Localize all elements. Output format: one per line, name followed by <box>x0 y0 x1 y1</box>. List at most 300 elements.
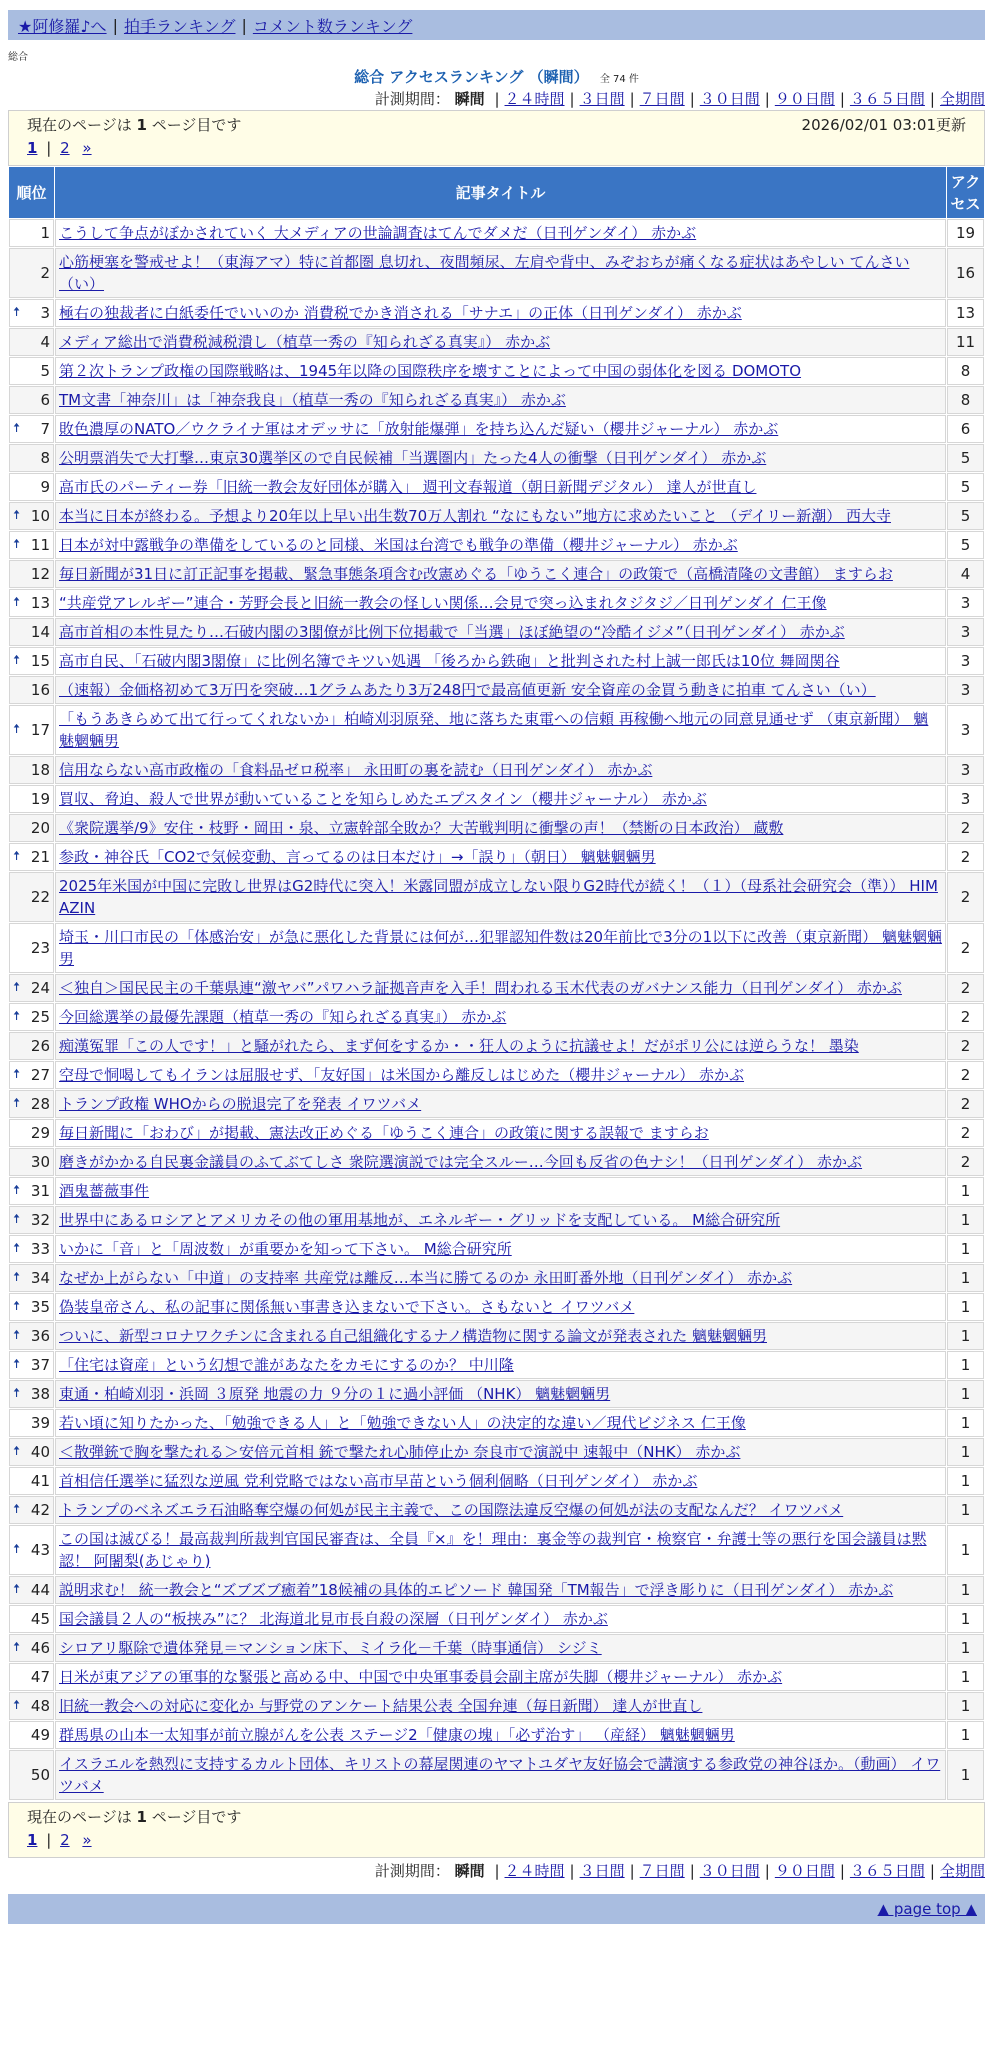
period-separator: | <box>839 1862 845 1880</box>
title-cell <box>55 589 946 617</box>
rank-cell <box>9 923 54 973</box>
article-link[interactable]: 空母で恫喝してもイランは屈服せず、「友好国」は米国から離反しはじめた（櫻井ジャーナル） 赤かぶ <box>59 1066 745 1084</box>
page-1-link[interactable]: 1 <box>27 139 38 157</box>
article-link[interactable]: ＜独自＞国民民主の千葉県連“激ヤバ”パワハラ証拠音声を入手！問われる玉木代表のガバナンス能力（日刊ゲンダイ） 赤かぶ <box>59 979 902 997</box>
rank-cell <box>9 1351 54 1379</box>
rank-header: 順位 <box>9 167 54 218</box>
rank-cell <box>9 444 54 472</box>
rank-cell <box>9 1525 54 1575</box>
table-row <box>9 872 984 922</box>
access-count: 1 <box>947 1692 984 1720</box>
page-1-link[interactable]: 1 <box>27 1831 38 1849</box>
rank-up-arrow-icon: 🠅 <box>13 1183 21 1198</box>
table-row <box>9 386 984 414</box>
ranking-table <box>8 166 985 1801</box>
rank-cell <box>9 974 54 1002</box>
table-row <box>9 676 984 704</box>
table-row <box>9 1032 984 1060</box>
access-count: 1 <box>947 1177 984 1205</box>
period-link[interactable]: ３日間 <box>579 1862 625 1880</box>
table-row <box>9 560 984 588</box>
table-row <box>9 1322 984 1350</box>
rank-cell <box>9 1409 54 1437</box>
article-link[interactable]: なぜか上がらない「中道」の支持率 共産党は離反…本当に勝てるのか 永田町番外地（日刊ゲンダイ） 赤かぶ <box>59 1269 793 1287</box>
access-count: 1 <box>947 1663 984 1691</box>
rank-number: 6 <box>40 391 50 409</box>
title-cell <box>55 1293 946 1321</box>
period-links <box>489 1862 985 1880</box>
rank-cell <box>9 1293 54 1321</box>
status-box-bottom <box>8 1802 985 1858</box>
table-row <box>9 647 984 675</box>
access-count: 2 <box>947 923 984 973</box>
access-count: 2 <box>947 814 984 842</box>
rank-cell <box>9 1206 54 1234</box>
updated-timestamp: 2026/02/01 03:01更新 <box>801 116 966 134</box>
article-link[interactable]: 今回総選挙の最優先課題（植草一秀の『知られざる真実』） 赤かぶ <box>59 1008 507 1026</box>
article-link[interactable]: 信用ならない高市政権の「食料品ゼロ税率」 永田町の裏を読む（日刊ゲンダイ） 赤かぶ <box>59 761 653 779</box>
access-count: 3 <box>947 756 984 784</box>
rank-up-arrow-icon: 🠅 <box>13 1096 21 1111</box>
period-link[interactable]: ７日間 <box>639 1862 685 1880</box>
page-top-link[interactable]: ▲ page top ▲ <box>877 1900 977 1918</box>
table-row <box>9 1721 984 1749</box>
table-row <box>9 357 984 385</box>
access-count: 5 <box>947 473 984 501</box>
article-link[interactable]: ついに、新型コロナワクチンに含まれる自己組織化するナノ構造物に関する論文が発表された 魑魅魍魎男 <box>59 1327 767 1345</box>
article-link[interactable]: 群馬県の山本一太知事が前立腺がんを公表 ステージ2「健康の塊」「必ず治す」 （産経） 魑魅魍魎男 <box>59 1726 735 1744</box>
table-row <box>9 589 984 617</box>
table-row <box>9 502 984 530</box>
page-2-link[interactable]: 2 <box>60 139 70 157</box>
page-title <box>8 66 985 88</box>
rank-number: 42 <box>30 1501 50 1519</box>
table-row <box>9 299 984 327</box>
period-links <box>489 90 985 108</box>
rank-cell <box>9 1692 54 1720</box>
rank-number: 20 <box>30 819 50 837</box>
article-link[interactable]: 説明求む！ 統一教会と“ズブズブ癒着”18候補の具体的エピソード 韓国発「TM報告」で浮き彫りに（日刊ゲンダイ） 赤かぶ <box>59 1581 894 1599</box>
article-link[interactable]: 心筋梗塞を警戒せよ！（東海アマ）特に首都圏 息切れ、夜間頻尿、左肩や背中、みぞおちが痛くなる症状はあやしい てんさい（い） <box>59 253 910 293</box>
rank-up-arrow-icon: 🠅 <box>13 595 21 610</box>
article-link[interactable]: 《衆院選挙/9》安住・枝野・岡田・泉、立憲幹部全敗か？大苦戦判明に衝撃の声！（禁断の日本政治） 蔵敷 <box>59 819 784 837</box>
rank-cell <box>9 843 54 871</box>
rank-cell <box>9 415 54 443</box>
table-row <box>9 756 984 784</box>
rank-number: 37 <box>30 1356 50 1374</box>
table-row <box>9 1605 984 1633</box>
rank-number: 19 <box>30 790 50 808</box>
rank-up-arrow-icon: 🠅 <box>13 508 21 523</box>
article-link[interactable]: “共産党アレルギー”連合・芳野会長と旧統一教会の怪しい関係…会見で突っ込まれタジタジ／日刊ゲンダイ 仁王像 <box>59 594 827 612</box>
access-count: 16 <box>947 248 984 298</box>
access-count: 5 <box>947 531 984 559</box>
table-row <box>9 814 984 842</box>
nav-separator: | <box>241 15 247 35</box>
rank-number: 32 <box>30 1211 50 1229</box>
access-count: 2 <box>947 1119 984 1147</box>
rank-cell <box>9 219 54 247</box>
rank-cell <box>9 473 54 501</box>
access-count: 3 <box>947 618 984 646</box>
access-count: 3 <box>947 785 984 813</box>
title-cell <box>55 1148 946 1176</box>
rank-cell <box>9 299 54 327</box>
title-cell <box>55 560 946 588</box>
access-count: 5 <box>947 502 984 530</box>
rank-up-arrow-icon: 🠅 <box>13 849 21 864</box>
title-cell <box>55 1032 946 1060</box>
rank-number: 12 <box>30 565 50 583</box>
table-row <box>9 1177 984 1205</box>
rank-number: 35 <box>30 1298 50 1316</box>
access-count: 3 <box>947 647 984 675</box>
rank-number: 3 <box>40 304 50 322</box>
title-cell <box>55 1177 946 1205</box>
access-count: 1 <box>947 1264 984 1292</box>
access-count: 1 <box>947 1496 984 1524</box>
period-link[interactable]: 全期間 <box>939 90 985 108</box>
period-link[interactable]: ２４時間 <box>504 1862 565 1880</box>
rank-number: 18 <box>30 761 50 779</box>
article-link[interactable]: 酒鬼薔薇事件 <box>59 1182 150 1200</box>
access-count: 1 <box>947 1409 984 1437</box>
article-link[interactable]: 敗色濃厚のNATO／ウクライナ軍はオデッサに「放射能爆弾」を持ち込んだ疑い（櫻井ジャーナル） 赤かぶ <box>59 420 779 438</box>
title-cell <box>55 328 946 356</box>
article-link[interactable]: こうして争点がぼかされていく 大メディアの世論調査はてんでダメだ（日刊ゲンダイ） 赤かぶ <box>59 224 697 242</box>
article-link[interactable]: 2025年米国が中国に完敗し世界はG2時代に突入！米露同盟が成立しない限りG2時代が続く！（１）（母系社会研究会（準）） HIMAZIN <box>59 877 938 917</box>
comment-ranking-link[interactable]: コメント数ランキング <box>252 16 413 36</box>
ranking-rows <box>9 219 984 1800</box>
article-link[interactable]: 日本が対中露戦争の準備をしているのと同様、米国は台湾でも戦争の準備（櫻井ジャーナル） 赤かぶ <box>59 536 738 554</box>
title-cell <box>55 248 946 298</box>
access-count: 1 <box>947 1605 984 1633</box>
article-link[interactable]: 高市首相の本性見たり…石破内閣の3閣僚が比例下位掲載で「当選」ほぼ絶望の“冷酷イジメ”（日刊ゲンダイ） 赤かぶ <box>59 623 845 641</box>
page-title-text: 総合 アクセスランキング （瞬間） <box>354 68 589 86</box>
article-link[interactable]: イスラエルを熱烈に支持するカルト団体、キリストの幕屋関連のヤマトユダヤ友好協会で講演する参政党の神谷ほか。（動画） イワツバメ <box>59 1755 941 1795</box>
title-cell <box>55 1663 946 1691</box>
rank-number: 45 <box>30 1610 50 1628</box>
rank-cell <box>9 872 54 922</box>
table-row <box>9 923 984 973</box>
rank-up-arrow-icon: 🠅 <box>13 1009 21 1024</box>
table-row <box>9 1576 984 1604</box>
title-cell <box>55 386 946 414</box>
rank-number: 26 <box>30 1037 50 1055</box>
rank-cell <box>9 328 54 356</box>
rank-number: 2 <box>40 264 50 282</box>
rank-number: 14 <box>30 623 50 641</box>
rank-up-arrow-icon: 🠅 <box>13 1299 21 1314</box>
access-count: 1 <box>947 1438 984 1466</box>
article-link[interactable]: 日米が東アジアの軍事的な緊張と高める中、中国で中央軍事委員会副主席が失脚（櫻井ジャーナル） 赤かぶ <box>59 1668 783 1686</box>
title-cell <box>55 1235 946 1263</box>
period-separator: | <box>689 90 695 108</box>
article-link[interactable]: TM文書「神奈川」は「神奈我良」（植草一秀の『知られざる真実』） 赤かぶ <box>59 391 566 409</box>
article-link[interactable]: ＜散弾銃で胸を撃たれる＞安倍元首相 銃で撃たれ心肺停止か 奈良市で演説中 速報中（NHK） 赤かぶ <box>59 1443 741 1461</box>
article-link[interactable]: 公明票消失で大打撃…東京30選挙区ので自民候補「当選圏内」たった4人の衝撃（日刊ゲンダイ） 赤かぶ <box>59 449 767 467</box>
rank-number: 11 <box>30 536 50 554</box>
title-cell <box>55 1409 946 1437</box>
title-cell <box>55 219 946 247</box>
period-link[interactable]: ３６５日間 <box>849 90 925 108</box>
table-row <box>9 1090 984 1118</box>
access-count: 19 <box>947 219 984 247</box>
rank-cell <box>9 756 54 784</box>
rank-number: 21 <box>30 848 50 866</box>
access-count: 2 <box>947 872 984 922</box>
rank-cell <box>9 1003 54 1031</box>
article-link[interactable]: 国会議員２人の“板挟み”に？ 北海道北見市長自殺の深層（日刊ゲンダイ） 赤かぶ <box>59 1610 608 1628</box>
article-link[interactable]: トランプのベネズエラ石油略奪空爆の何処が民主主義で、この国際法違反空爆の何処が法の支配なんだ？ イワツバメ <box>59 1501 844 1519</box>
rank-number: 38 <box>30 1385 50 1403</box>
rank-cell <box>9 1721 54 1749</box>
rank-number: 16 <box>30 681 50 699</box>
title-cell <box>55 1264 946 1292</box>
article-link[interactable]: 痴漢冤罪「この人です！」と騒がれたら、まず何をするか・・狂人のように抗議せよ！だがポリ公には逆らうな！ 墨染 <box>59 1037 859 1055</box>
rank-number: 15 <box>30 652 50 670</box>
access-count: 1 <box>947 1750 984 1800</box>
table-row <box>9 415 984 443</box>
article-link[interactable]: シロアリ駆除で遺体発見＝マンション床下、ミイラ化－千葉（時事通信） シジミ <box>59 1639 602 1657</box>
period-separator: | <box>764 90 770 108</box>
rank-up-arrow-icon: 🠅 <box>13 1542 21 1557</box>
access-count: 4 <box>947 560 984 588</box>
rank-number: 13 <box>30 594 50 612</box>
rank-number: 39 <box>30 1414 50 1432</box>
table-row <box>9 843 984 871</box>
home-link[interactable]: ★阿修羅♪へ <box>18 16 107 36</box>
rank-cell <box>9 1264 54 1292</box>
rank-up-arrow-icon: 🠅 <box>13 1357 21 1372</box>
access-count: 1 <box>947 1525 984 1575</box>
access-count: 1 <box>947 1322 984 1350</box>
rank-number: 48 <box>30 1697 50 1715</box>
access-count: 2 <box>947 1148 984 1176</box>
article-link[interactable]: 「もうあきらめて出て行ってくれないか」柏崎刈羽原発、地に落ちた東電への信頼 再稼働へ地元の同意見通せず （東京新聞） 魑魅魍魎男 <box>59 710 929 750</box>
article-link[interactable]: 磨きがかかる自民裏金議員のふてぶてしさ 衆院選演説では完全スルー…今回も反省の色ナシ！（日刊ゲンダイ） 赤かぶ <box>59 1153 863 1171</box>
period-link[interactable]: ９０日間 <box>774 90 835 108</box>
table-row <box>9 219 984 247</box>
period-link[interactable]: ７日間 <box>639 90 685 108</box>
rank-cell <box>9 1438 54 1466</box>
period-link[interactable]: 全期間 <box>939 1862 985 1880</box>
article-link[interactable]: （速報）金価格初めて3万円を突破…1グラムあたり3万248円で最高値更新 安全資産の金買う動きに拍車 てんさい（い） <box>59 681 876 699</box>
article-link[interactable]: 買収、脅迫、殺人で世界が動いていることを知らしめたエプスタイン（櫻井ジャーナル） 赤かぶ <box>59 790 707 808</box>
rank-cell <box>9 248 54 298</box>
article-link[interactable]: 首相信任選挙に猛烈な逆風 党利党略ではない高市早苗という個利個略（日刊ゲンダイ） 赤かぶ <box>59 1472 698 1490</box>
next-page-link[interactable]: » <box>82 1831 92 1849</box>
rank-cell <box>9 502 54 530</box>
rank-up-arrow-icon: 🠅 <box>13 1328 21 1343</box>
period-separator: | <box>569 1862 575 1880</box>
article-link[interactable]: 高市氏のパーティー券「旧統一教会友好団体が購入」 週刊文春報道（朝日新聞デジタル） 達人が世直し <box>59 478 757 496</box>
title-cell <box>55 1721 946 1749</box>
title-cell <box>55 618 946 646</box>
title-cell <box>55 1525 946 1575</box>
rank-number: 24 <box>30 979 50 997</box>
article-link[interactable]: 世界中にあるロシアとアメリカその他の軍用基地が、エネルギー・グリッドを支配している。 M総合研究所 <box>59 1211 781 1229</box>
access-count: 2 <box>947 1090 984 1118</box>
table-row <box>9 1380 984 1408</box>
article-link[interactable]: いかに「音」と「周波数」が重要かを知って下さい。 M総合研究所 <box>59 1240 512 1258</box>
article-link[interactable]: 「住宅は資産」という幻想で誰があなたをカモにするのか？ 中川隆 <box>59 1356 514 1374</box>
title-cell <box>55 1322 946 1350</box>
rank-number: 23 <box>30 939 50 957</box>
article-link[interactable]: 参政・神谷氏「CO2で気候変動、言ってるのは日本だけ」→「誤り」（朝日） 魑魅魍魎男 <box>59 848 656 866</box>
title-cell <box>55 1003 946 1031</box>
period-link[interactable]: ３０日間 <box>699 1862 760 1880</box>
table-row <box>9 1003 984 1031</box>
access-count: 13 <box>947 299 984 327</box>
article-link[interactable]: 極右の独裁者に白紙委任でいいのか 消費税でかき消される「サナエ」の正体（日刊ゲンダイ） 赤かぶ <box>59 304 742 322</box>
rank-cell <box>9 1322 54 1350</box>
access-count: 8 <box>947 386 984 414</box>
title-cell <box>55 923 946 973</box>
title-cell <box>55 531 946 559</box>
access-count: 5 <box>947 444 984 472</box>
period-link[interactable]: ３０日間 <box>699 90 760 108</box>
rank-cell <box>9 705 54 755</box>
access-count: 1 <box>947 1576 984 1604</box>
top-nav <box>8 10 985 40</box>
rank-up-arrow-icon: 🠅 <box>13 421 21 436</box>
article-link[interactable]: 高市自民、「石破内閣3閣僚」に比例名簿でキツい処遇 「後ろから鉄砲」と批判された村上誠一郎氏は10位 舞岡関谷 <box>59 652 840 670</box>
table-row <box>9 1264 984 1292</box>
period-link[interactable]: ３６５日間 <box>849 1862 925 1880</box>
rank-cell <box>9 531 54 559</box>
table-row <box>9 444 984 472</box>
table-row <box>9 473 984 501</box>
rank-number: 43 <box>30 1541 50 1559</box>
rank-up-arrow-icon: 🠅 <box>13 1444 21 1459</box>
item-count: 全 74 件 <box>599 74 639 85</box>
rank-cell <box>9 1380 54 1408</box>
rank-cell <box>9 357 54 385</box>
nav-separator: | <box>112 15 118 35</box>
rank-up-arrow-icon: 🠅 <box>13 305 21 320</box>
table-row <box>9 1351 984 1379</box>
table-row <box>9 1119 984 1147</box>
title-cell <box>55 872 946 922</box>
table-row <box>9 785 984 813</box>
category-tag: 総合 <box>8 52 28 63</box>
article-link[interactable]: 毎日新聞が31日に訂正記事を掲載、緊急事態条項含む改憲めぐる「ゆうこく連合」の政策で（高橋清隆の文書館） ますらお <box>59 565 893 583</box>
rank-up-arrow-icon: 🠅 <box>13 1640 21 1655</box>
title-cell <box>55 1605 946 1633</box>
rank-cell <box>9 1576 54 1604</box>
rank-up-arrow-icon: 🠅 <box>13 1241 21 1256</box>
title-cell <box>55 1206 946 1234</box>
period-separator: | <box>929 1862 935 1880</box>
rank-number: 31 <box>30 1182 50 1200</box>
title-header: 記事タイトル <box>55 167 946 218</box>
article-link[interactable]: 若い頃に知りたかった、「勉強できる人」と「勉強できない人」の決定的な違い／現代ビジネス 仁王像 <box>59 1414 746 1432</box>
period-label: 計測期間： <box>374 1862 450 1880</box>
access-count: 2 <box>947 1061 984 1089</box>
access-count: 1 <box>947 1206 984 1234</box>
rank-cell <box>9 1235 54 1263</box>
title-cell <box>55 1496 946 1524</box>
table-row <box>9 1525 984 1575</box>
period-link[interactable]: ２４時間 <box>504 90 565 108</box>
rank-cell <box>9 1750 54 1800</box>
period-link[interactable]: ９０日間 <box>774 1862 835 1880</box>
article-link[interactable]: 毎日新聞に「おわび」が掲載、憲法改正めぐる「ゆうこく連合」の政策に関する誤報で ますらお <box>59 1124 709 1142</box>
article-link[interactable]: 旧統一教会への対応に変化か 与野党のアンケート結果公表 全国弁連（毎日新聞） 達人が世直し <box>59 1697 703 1715</box>
rank-number: 1 <box>40 224 50 242</box>
rank-number: 44 <box>30 1581 50 1599</box>
period-link[interactable]: ３日間 <box>579 90 625 108</box>
table-row <box>9 1206 984 1234</box>
title-cell <box>55 647 946 675</box>
table-row <box>9 1438 984 1466</box>
table-row <box>9 1409 984 1437</box>
period-separator: | <box>569 90 575 108</box>
next-page-link[interactable]: » <box>82 139 92 157</box>
title-cell <box>55 785 946 813</box>
rank-cell <box>9 560 54 588</box>
rank-number: 5 <box>40 362 50 380</box>
applause-ranking-link[interactable]: 拍手ランキング <box>123 16 236 36</box>
table-row <box>9 1692 984 1720</box>
page-2-link[interactable]: 2 <box>60 1831 70 1849</box>
article-link[interactable]: トランプ政権 WHOからの脱退完了を発表 イワツバメ <box>59 1095 422 1113</box>
table-row <box>9 1467 984 1495</box>
rank-number: 7 <box>40 420 50 438</box>
article-link[interactable]: この国は滅びる！最高裁判所裁判官国民審査は、全員『×』を！理由：裏金等の裁判官・検察官・弁護士等の悪行を国会議員は黙認！ 阿闍梨(あじゃり) <box>59 1530 927 1570</box>
title-cell <box>55 1576 946 1604</box>
rank-cell <box>9 1090 54 1118</box>
rank-number: 25 <box>30 1008 50 1026</box>
bottom-bar <box>8 1894 985 1924</box>
article-link[interactable]: 本当に日本が終わる。予想より20年以上早い出生数70万人割れ “なにもない”地方に求めたいこと （デイリー新潮） 西大寺 <box>59 507 891 525</box>
period-nav-top <box>8 88 985 110</box>
rank-number: 4 <box>40 333 50 351</box>
access-count: 6 <box>947 415 984 443</box>
title-cell <box>55 974 946 1002</box>
access-count: 3 <box>947 676 984 704</box>
rank-number: 30 <box>30 1153 50 1171</box>
rank-number: 10 <box>30 507 50 525</box>
rank-up-arrow-icon: 🠅 <box>13 980 21 995</box>
rank-cell <box>9 814 54 842</box>
period-label: 計測期間： <box>374 90 450 108</box>
article-link[interactable]: 東通・柏崎刈羽・浜岡 ３原発 地震の力 ９分の１に過小評価 （NHK） 魑魅魍魎男 <box>59 1385 611 1403</box>
current-page-text: 現在のページは 1 ページ目です <box>27 1808 242 1826</box>
access-count: 1 <box>947 1351 984 1379</box>
rank-up-arrow-icon: 🠅 <box>13 1698 21 1713</box>
rank-number: 46 <box>30 1639 50 1657</box>
article-link[interactable]: 偽装皇帝さん、私の記事に関係無い事書き込まないで下さい。さもないと イワツバメ <box>59 1298 635 1316</box>
rank-up-arrow-icon: 🠅 <box>13 537 21 552</box>
rank-cell <box>9 1663 54 1691</box>
rank-cell <box>9 386 54 414</box>
table-row <box>9 1750 984 1800</box>
article-link[interactable]: 第２次トランプ政権の国際戦略は、1945年以降の国際秩序を壊すことによって中国の弱体化を図る DOMOTO <box>59 362 802 380</box>
rank-number: 8 <box>40 449 50 467</box>
access-count: 3 <box>947 589 984 617</box>
pager-bottom: 1 | 2 » <box>27 1831 92 1849</box>
rank-up-arrow-icon: 🠅 <box>13 1502 21 1517</box>
access-count: 1 <box>947 1721 984 1749</box>
article-link[interactable]: メディア総出で消費税減税潰し（植草一秀の『知られざる真実』） 赤かぶ <box>59 333 551 351</box>
rank-up-arrow-icon: 🠅 <box>13 653 21 668</box>
article-link[interactable]: 埼玉・川口市民の「体感治安」が急に悪化した背景には何が…犯罪認知件数は20年前比で3分の1以下に改善（東京新聞） 魑魅魍魎男 <box>59 928 942 968</box>
title-cell <box>55 1061 946 1089</box>
current-page-text: 現在のページは 1 ページ目です <box>27 116 242 134</box>
title-cell <box>55 705 946 755</box>
